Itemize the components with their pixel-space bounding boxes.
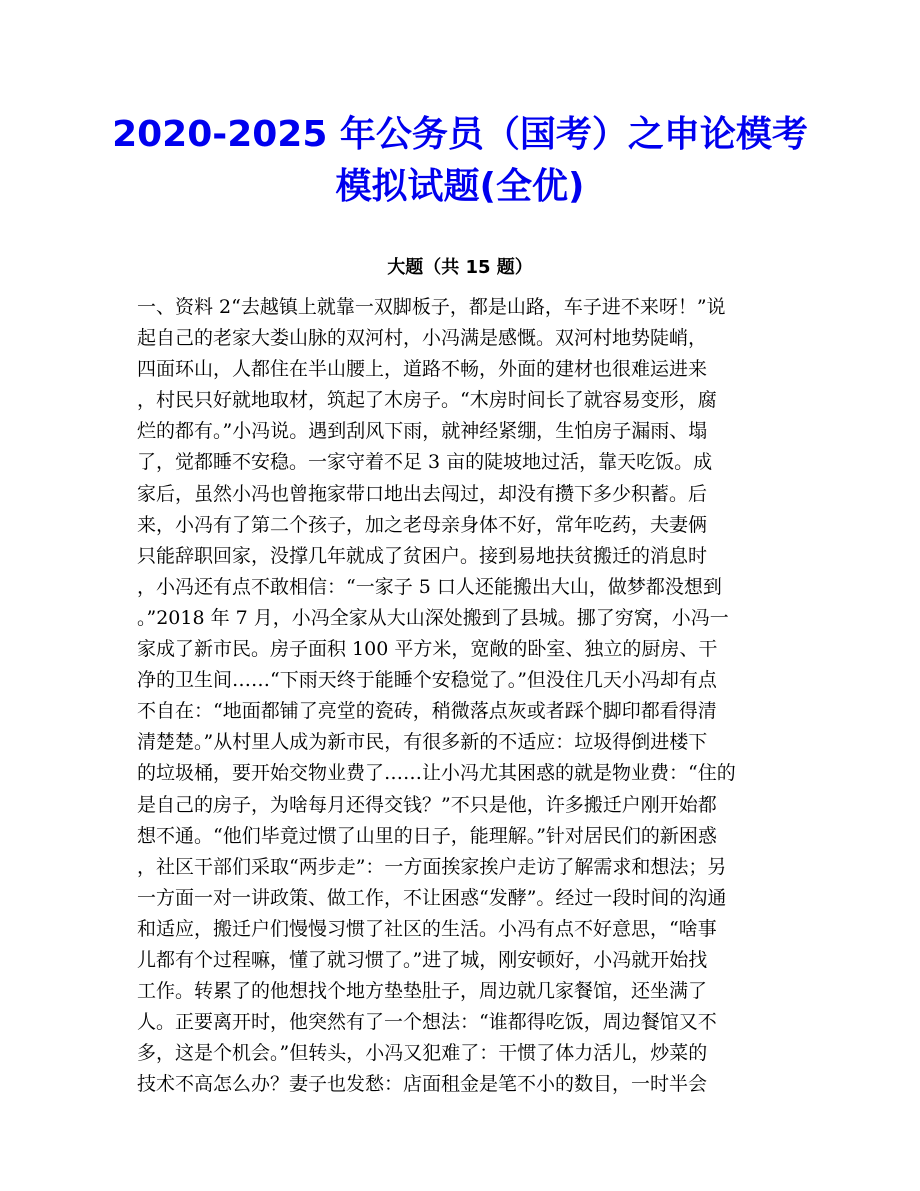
passage-line: 技术不高怎么办？妻子也发愁：店面租金是笔不小的数目，一时半会: [137, 1073, 708, 1096]
passage-line: 的垃圾桶，要开始交物业费了……让小冯尤其困惑的就是物业费：“住的: [137, 762, 736, 785]
passage-line: 烂的都有。”小冯说。遇到刮风下雨，就神经紧绷，生怕房子漏雨、塌: [137, 420, 708, 443]
passage-line: 清楚楚。”从村里人成为新市民，有很多新的不适应：垃圾得倒进楼下: [137, 731, 708, 754]
passage-line: 和适应，搬迁户们慢慢习惯了社区的生活。小冯有点不好意思，“啥事: [137, 917, 717, 940]
passage-line: 了，觉都睡不安稳。一家守着不足 3 亩的陡坡地过活，靠天吃饭。成: [137, 451, 713, 474]
passage-line: 多，这是个机会。”但转头，小冯又犯难了：干惯了体力活儿，炒菜的: [137, 1042, 708, 1065]
passage-line: 人。正要离开时，他突然有了一个想法：“谁都得吃饭，周边餐馆又不: [137, 1011, 717, 1034]
section-heading: 大题（共 15 题）: [387, 257, 533, 278]
passage-body: [137, 292, 787, 1100]
passage-line: 起自己的老家大娄山脉的双河村，小冯满是感慨。双河村地势陡峭，: [137, 327, 708, 350]
passage-line: 家后，虽然小冯也曾拖家带口地出去闯过，却没有攒下多少积蓄。后: [137, 482, 708, 505]
passage-line: 儿都有个过程嘛，懂了就习惯了。”进了城，刚安顿好，小冯就开始找: [137, 948, 708, 971]
passage-line: 想不通。“他们毕竟过惯了山里的日子，能理解。”针对居民们的新困惑: [137, 824, 717, 847]
passage-line: 。”2018 年 7 月，小冯全家从大山深处搬到了县城。挪了穷窝，小冯一: [137, 606, 729, 629]
passage-line: 四面环山，人都住在半山腰上，道路不畅，外面的建材也很难运进来: [137, 358, 708, 381]
passage-line: 一、资料 2“去越镇上就靠一双脚板子，都是山路，车子进不来呀！”说: [137, 296, 726, 318]
passage-line: 家成了新市民。房子面积 100 平方米，宽敞的卧室、独立的厨房、干: [137, 638, 718, 661]
passage-line: 一方面一对一讲政策、做工作，不让困惑“发酵”。经过一段时间的沟通: [137, 886, 727, 909]
passage-line: ，村民只好就地取材，筑起了木房子。“木房时间长了就容易变形，腐: [137, 389, 717, 412]
passage-line: ，小冯还有点不敢相信：“一家子 5 口人还能搬出大山，做梦都没想到: [137, 575, 722, 598]
passage-line: 只能辞职回家，没撑几年就成了贫困户。接到易地扶贫搬迁的消息时: [137, 544, 708, 567]
passage-line: 净的卫生间……“下雨天终于能睡个安稳觉了。”但没住几天小冯却有点: [137, 669, 717, 692]
document-title-line-2: 模拟试题(全优): [335, 166, 585, 207]
document-title-line-1: 2020-2025 年公务员（国考）之申论模考: [112, 114, 808, 155]
passage-line: 来，小冯有了第二个孩子，加之老母亲身体不好，常年吃药，夫妻俩: [137, 513, 708, 536]
passage-line: ，社区干部们采取“两步走”：一方面挨家挨户走访了解需求和想法；另: [137, 855, 727, 878]
passage-line: 不自在：“地面都铺了亮堂的瓷砖，稍微落点灰或者踩个脚印都看得清: [137, 700, 717, 723]
passage-line: 工作。转累了的他想找个地方垫垫肚子，周边就几家餐馆，还坐满了: [137, 980, 708, 1003]
passage-line: 是自己的房子，为啥每月还得交钱？”不只是他，许多搬迁户刚开始都: [137, 793, 717, 816]
